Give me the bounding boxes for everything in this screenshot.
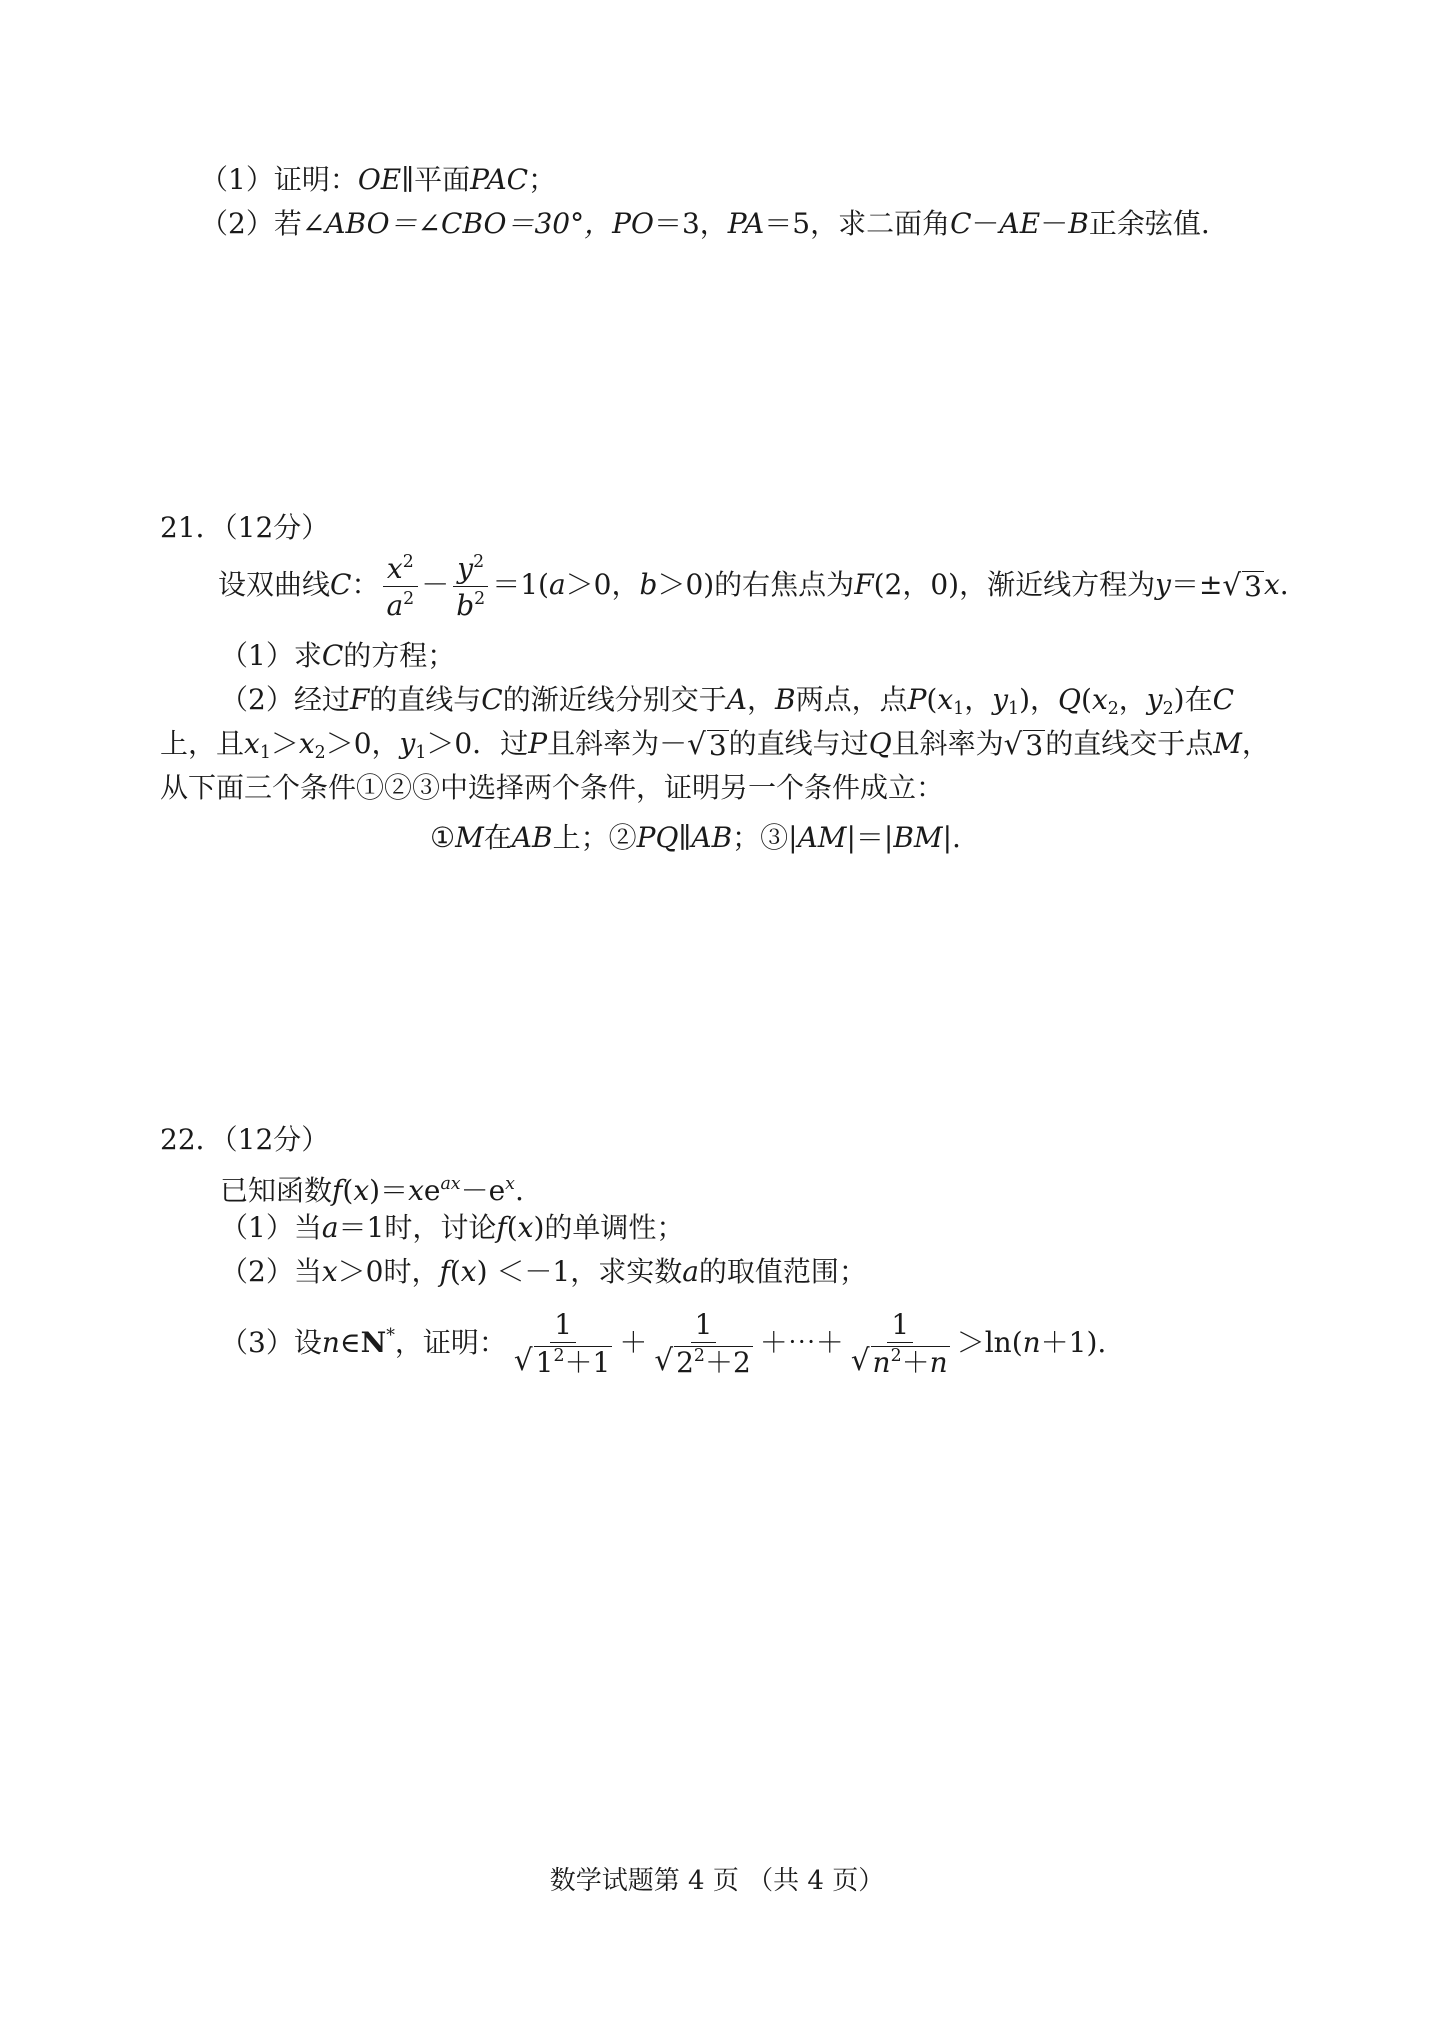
sqrt-3: √ 3 (1222, 567, 1262, 603)
q20-part1: （1）证明：OE∥平面PAC； (200, 163, 557, 196)
q22-header: 22．（12分） (160, 1123, 330, 1156)
q21-intro: 设双曲线C： $\frac{x^2}{a^2}$ － $\frac{y^2}{b^2}$ ＝1(a＞0，b＞0)的右焦点为F(2，0)，渐近线方程为y＝± √ 3 x. (218, 551, 1289, 622)
q21-part2-line3: 从下面三个条件①②③中选择两个条件，证明另一个条件成立： (160, 771, 945, 804)
q22-part2: （2）当x＞0时，f(x) ＜－1，求实数a的取值范围； (220, 1255, 867, 1288)
q22-part1: （1）当a＝1时，讨论f(x)的单调性； (220, 1211, 685, 1244)
q20-part2: （2）若∠ABO＝∠CBO＝30°，PO＝3，PA＝5，求二面角C－AE－B正余弦值. (200, 207, 1210, 240)
fraction-x2-a2: $\frac{x^2}{a^2}$ (382, 553, 418, 620)
q21-part2-line1: （2）经过F的直线与C的渐近线分别交于A，B两点，点$P(x_1$，$y_1$)，$Q(x_2$，$y_2$)在C (220, 683, 1235, 719)
q22-intro: 已知函数$f(x)=xe^{ax}-e^x$. (220, 1173, 524, 1207)
sqrt-3-a: √ 3 (687, 726, 727, 762)
q21-conditions: ①M在AB上；②PQ∥AB；③|AM|＝|BM|. (430, 821, 961, 854)
q21-part1: （1）求C的方程； (220, 639, 456, 672)
q21-part2-line2: 上，且$x_1>x_2>0$，$y_1>0$．过P且斜率为－ √ 3 的直线与过Q且斜率为 √ 3 的直线交于点M， (160, 726, 1270, 763)
sqrt-3-b: √ 3 (1003, 726, 1044, 762)
fraction-term-1: 1 √ $1^2+1$ (513, 1307, 611, 1380)
q21-header: 21．（12分） (160, 511, 330, 544)
page-footer: 数学试题第 4 页 （共 4 页） (549, 1866, 885, 1896)
fraction-y2-b2: $\frac{y^2}{b^2}$ (452, 553, 489, 620)
fraction-term-2: 1 √ $2^2+2$ (654, 1307, 751, 1380)
fraction-term-n: 1 √ $n^2+n$ (850, 1307, 948, 1380)
q22-part3: （3）设n∈N*，证明： 1 √ $1^2+1$ ＋ 1 √ $2^2+2$ ＋⋯＋ 1 √ $n^2+n$ ＞ln(n＋1). (220, 1307, 1107, 1380)
